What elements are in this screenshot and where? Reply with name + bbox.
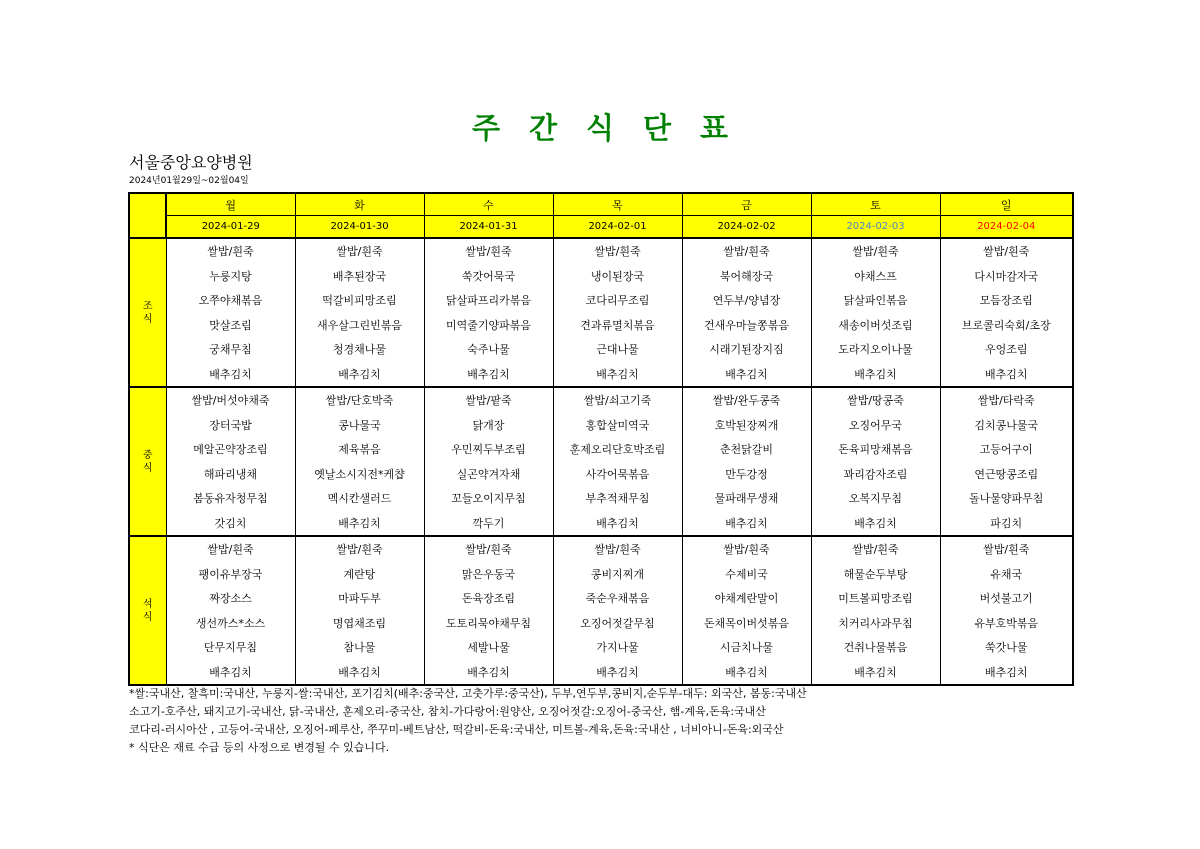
menu-row (129, 611, 1073, 636)
menu-item: 참나물 (295, 635, 424, 660)
menu-item: 배추김치 (295, 362, 424, 388)
menu-item: 견과류멸치볶음 (553, 313, 682, 338)
menu-item: 오징어젓갈무침 (553, 611, 682, 636)
menu-item: 쌀밥/흰죽 (166, 238, 295, 264)
menu-item: 건취나물볶음 (811, 635, 940, 660)
menu-item: 닭살파인볶음 (811, 288, 940, 313)
menu-item: 돌나물양파무침 (940, 486, 1073, 511)
menu-row (129, 660, 1073, 686)
date-fri: 2024-02-02 (682, 216, 811, 239)
menu-item: 유채국 (940, 562, 1073, 587)
menu-item: 명엽채조림 (295, 611, 424, 636)
menu-item: 김치콩나물국 (940, 413, 1073, 438)
menu-row (129, 511, 1073, 537)
meal-label-text: 조식 (142, 300, 153, 325)
menu-item: 배추김치 (811, 362, 940, 388)
menu-item: 새우살그린빈볶음 (295, 313, 424, 338)
menu-item: 꽈리감자조림 (811, 462, 940, 487)
menu-item: 오복지무침 (811, 486, 940, 511)
menu-row (129, 362, 1073, 388)
menu-item: 유부호박볶음 (940, 611, 1073, 636)
date-thu: 2024-02-01 (553, 216, 682, 239)
menu-item: 맑은우동국 (424, 562, 553, 587)
menu-item: 배추김치 (553, 511, 682, 537)
menu-item: 야채스프 (811, 264, 940, 289)
menu-item: 돈육피망채볶음 (811, 437, 940, 462)
menu-item: 배추김치 (553, 362, 682, 388)
menu-item: 배추김치 (295, 511, 424, 537)
menu-item: 버섯불고기 (940, 586, 1073, 611)
hospital-name: 서울중앙요양병원 (129, 153, 253, 172)
menu-row (129, 413, 1073, 438)
menu-row (129, 635, 1073, 660)
menu-item: 배추김치 (811, 511, 940, 537)
menu-item: 우엉조림 (940, 337, 1073, 362)
menu-row (129, 562, 1073, 587)
menu-item: 쌀밥/흰죽 (940, 536, 1073, 562)
menu-item: 연근땅콩조림 (940, 462, 1073, 487)
menu-item: 메알곤약장조림 (166, 437, 295, 462)
menu-item: 쌀밥/흰죽 (811, 238, 940, 264)
meal-label-text: 석식 (142, 598, 153, 623)
menu-item: 냉이된장국 (553, 264, 682, 289)
menu-item: 쌀밥/흰죽 (424, 238, 553, 264)
menu-item: 미역줄기양파볶음 (424, 313, 553, 338)
menu-item: 쌀밥/흰죽 (553, 536, 682, 562)
weekly-menu-table (128, 192, 1074, 686)
menu-item: 배추된장국 (295, 264, 424, 289)
menu-row (129, 337, 1073, 362)
menu-item: 북어해장국 (682, 264, 811, 289)
menu-row (129, 536, 1073, 562)
date-wed: 2024-01-31 (424, 216, 553, 239)
menu-item: 옛날소시지전*케챱 (295, 462, 424, 487)
menu-item: 콩나물국 (295, 413, 424, 438)
menu-item: 갓김치 (166, 511, 295, 537)
menu-item: 멕시칸샐러드 (295, 486, 424, 511)
menu-row (129, 462, 1073, 487)
day-header-row (129, 193, 1073, 216)
menu-item: 오징어무국 (811, 413, 940, 438)
menu-item: 배추김치 (682, 511, 811, 537)
menu-item: 배추김치 (940, 660, 1073, 686)
menu-item: 해파리냉채 (166, 462, 295, 487)
menu-item: 해물순두부탕 (811, 562, 940, 587)
menu-item: 쌀밥/단호박죽 (295, 387, 424, 413)
header-corner (129, 193, 166, 238)
menu-item: 떡갈비피망조림 (295, 288, 424, 313)
menu-item: 코다리무조림 (553, 288, 682, 313)
menu-item: 배추김치 (553, 660, 682, 686)
menu-item: 쌀밥/흰죽 (424, 536, 553, 562)
menu-item: 도라지오이나물 (811, 337, 940, 362)
menu-item: 시래기된장지짐 (682, 337, 811, 362)
menu-item: 오쭈야채볶음 (166, 288, 295, 313)
menu-item: 쌀밥/흰죽 (295, 238, 424, 264)
note-line: 소고기-호주산, 돼지고기-국내산, 닭-국내산, 훈제오리-중국산, 참치-가다랑어:원양산, 오징어젓갈:오징어-중국산, 햄-계육,돈육:국내산 (129, 705, 766, 718)
menu-item: 깍두기 (424, 511, 553, 537)
menu-item: 우민찌두부조림 (424, 437, 553, 462)
menu-item: 쑥갓어묵국 (424, 264, 553, 289)
menu-item: 쌀밥/버섯야채죽 (166, 387, 295, 413)
menu-item: 배추김치 (166, 362, 295, 388)
menu-item: 배추김치 (682, 362, 811, 388)
menu-item: 맛살조림 (166, 313, 295, 338)
menu-item: 쌀밥/쇠고기죽 (553, 387, 682, 413)
menu-item: 닭개장 (424, 413, 553, 438)
menu-item: 홍합살미역국 (553, 413, 682, 438)
menu-item: 쌀밥/완두콩죽 (682, 387, 811, 413)
menu-item: 궁채무침 (166, 337, 295, 362)
menu-item: 브로콜리숙회/초장 (940, 313, 1073, 338)
menu-item: 새송이버섯조림 (811, 313, 940, 338)
meal-label-text: 중식 (142, 449, 153, 474)
menu-item: 치커리사과무침 (811, 611, 940, 636)
menu-item: 가지나물 (553, 635, 682, 660)
menu-item: 누룽지탕 (166, 264, 295, 289)
menu-item: 쌀밥/흰죽 (553, 238, 682, 264)
menu-item: 쌀밥/흰죽 (682, 536, 811, 562)
menu-row (129, 313, 1073, 338)
menu-item: 시금치나물 (682, 635, 811, 660)
menu-item: 배추김치 (682, 660, 811, 686)
date-sun: 2024-02-04 (940, 216, 1073, 239)
menu-row (129, 264, 1073, 289)
menu-item: 쌀밥/팥죽 (424, 387, 553, 413)
menu-item: 꼬들오이지무침 (424, 486, 553, 511)
menu-item: 고등어구이 (940, 437, 1073, 462)
menu-item: 쌀밥/흰죽 (295, 536, 424, 562)
menu-item: 숙주나물 (424, 337, 553, 362)
menu-item: 호박된장찌개 (682, 413, 811, 438)
menu-row (129, 486, 1073, 511)
menu-item: 배추김치 (295, 660, 424, 686)
menu-item: 계란탕 (295, 562, 424, 587)
menu-item: 돈채목이버섯볶음 (682, 611, 811, 636)
menu-item: 생선까스*소스 (166, 611, 295, 636)
menu-item: 파김치 (940, 511, 1073, 537)
menu-row (129, 387, 1073, 413)
menu-item: 단무지무침 (166, 635, 295, 660)
menu-item: 만두강정 (682, 462, 811, 487)
origin-notes (129, 685, 807, 757)
menu-item: 배추김치 (424, 362, 553, 388)
menu-item: 죽순우채볶음 (553, 586, 682, 611)
day-name-fri: 금 (682, 193, 811, 216)
menu-item: 배추김치 (424, 660, 553, 686)
menu-item: 모듬장조림 (940, 288, 1073, 313)
day-name-wed: 수 (424, 193, 553, 216)
menu-body (129, 238, 1073, 685)
meal-label (129, 387, 166, 536)
menu-item: 춘천닭갈비 (682, 437, 811, 462)
date-header-row (129, 216, 1073, 239)
menu-item: 쑥갓나물 (940, 635, 1073, 660)
menu-item: 야채계란말이 (682, 586, 811, 611)
menu-row (129, 238, 1073, 264)
menu-item: 쌀밥/흰죽 (166, 536, 295, 562)
day-name-sat: 토 (811, 193, 940, 216)
menu-period: 2024년01월29일~02월04일 (129, 176, 249, 186)
menu-item: 건새우마늘쫑볶음 (682, 313, 811, 338)
note-line: 코다리-러시아산 , 고등어-국내산, 오징어-페루산, 쭈꾸미-베트남산, 떡갈비-돈육:국내산, 미트볼-계육,돈육:국내산 , 너비아니-돈육:외국산 (129, 723, 784, 736)
date-mon: 2024-01-29 (166, 216, 295, 239)
menu-item: 청경채나물 (295, 337, 424, 362)
day-name-sun: 일 (940, 193, 1073, 216)
menu-item: 배추김치 (166, 660, 295, 686)
menu-item: 물파래무생채 (682, 486, 811, 511)
menu-item: 다시마감자국 (940, 264, 1073, 289)
menu-item: 쌀밥/흰죽 (811, 536, 940, 562)
menu-item: 세발나물 (424, 635, 553, 660)
menu-item: 짜장소스 (166, 586, 295, 611)
menu-item: 훈제오리단호박조림 (553, 437, 682, 462)
menu-item: 봄동유자청무침 (166, 486, 295, 511)
menu-item: 수제비국 (682, 562, 811, 587)
menu-item: 콩비지찌개 (553, 562, 682, 587)
day-name-thu: 목 (553, 193, 682, 216)
menu-item: 연두부/양념장 (682, 288, 811, 313)
menu-item: 쌀밥/땅콩죽 (811, 387, 940, 413)
day-name-tue: 화 (295, 193, 424, 216)
menu-item: 마파두부 (295, 586, 424, 611)
menu-row (129, 586, 1073, 611)
menu-item: 배추김치 (811, 660, 940, 686)
meal-label (129, 238, 166, 387)
page-title: 주간식단표 (471, 111, 758, 145)
menu-item: 사각어묵볶음 (553, 462, 682, 487)
menu-item: 실곤약겨자채 (424, 462, 553, 487)
note-line: * 식단은 재료 수급 등의 사정으로 변경될 수 있습니다. (129, 741, 390, 754)
menu-row (129, 288, 1073, 313)
menu-item: 쌀밥/흰죽 (682, 238, 811, 264)
menu-item: 부추적채무침 (553, 486, 682, 511)
date-tue: 2024-01-30 (295, 216, 424, 239)
menu-item: 팽이유부장국 (166, 562, 295, 587)
menu-item: 도토리묵야채무침 (424, 611, 553, 636)
menu-item: 쌀밥/타락죽 (940, 387, 1073, 413)
meal-label (129, 536, 166, 685)
menu-item: 닭살파프리카볶음 (424, 288, 553, 313)
menu-item: 제육볶음 (295, 437, 424, 462)
day-name-mon: 월 (166, 193, 295, 216)
menu-row (129, 437, 1073, 462)
note-line: *쌀:국내산, 찰흑미:국내산, 누룽지-쌀:국내산, 포기김치(배추:중국산, 고춧가루:중국산), 두부,연두부,콩비지,순두부-대두: 외국산, 봄동:국내산 (129, 687, 807, 700)
date-sat: 2024-02-03 (811, 216, 940, 239)
menu-item: 돈육장조림 (424, 586, 553, 611)
menu-item: 쌀밥/흰죽 (940, 238, 1073, 264)
menu-item: 근대나물 (553, 337, 682, 362)
menu-item: 미트볼피망조림 (811, 586, 940, 611)
menu-item: 배추김치 (940, 362, 1073, 388)
menu-item: 장터국밥 (166, 413, 295, 438)
